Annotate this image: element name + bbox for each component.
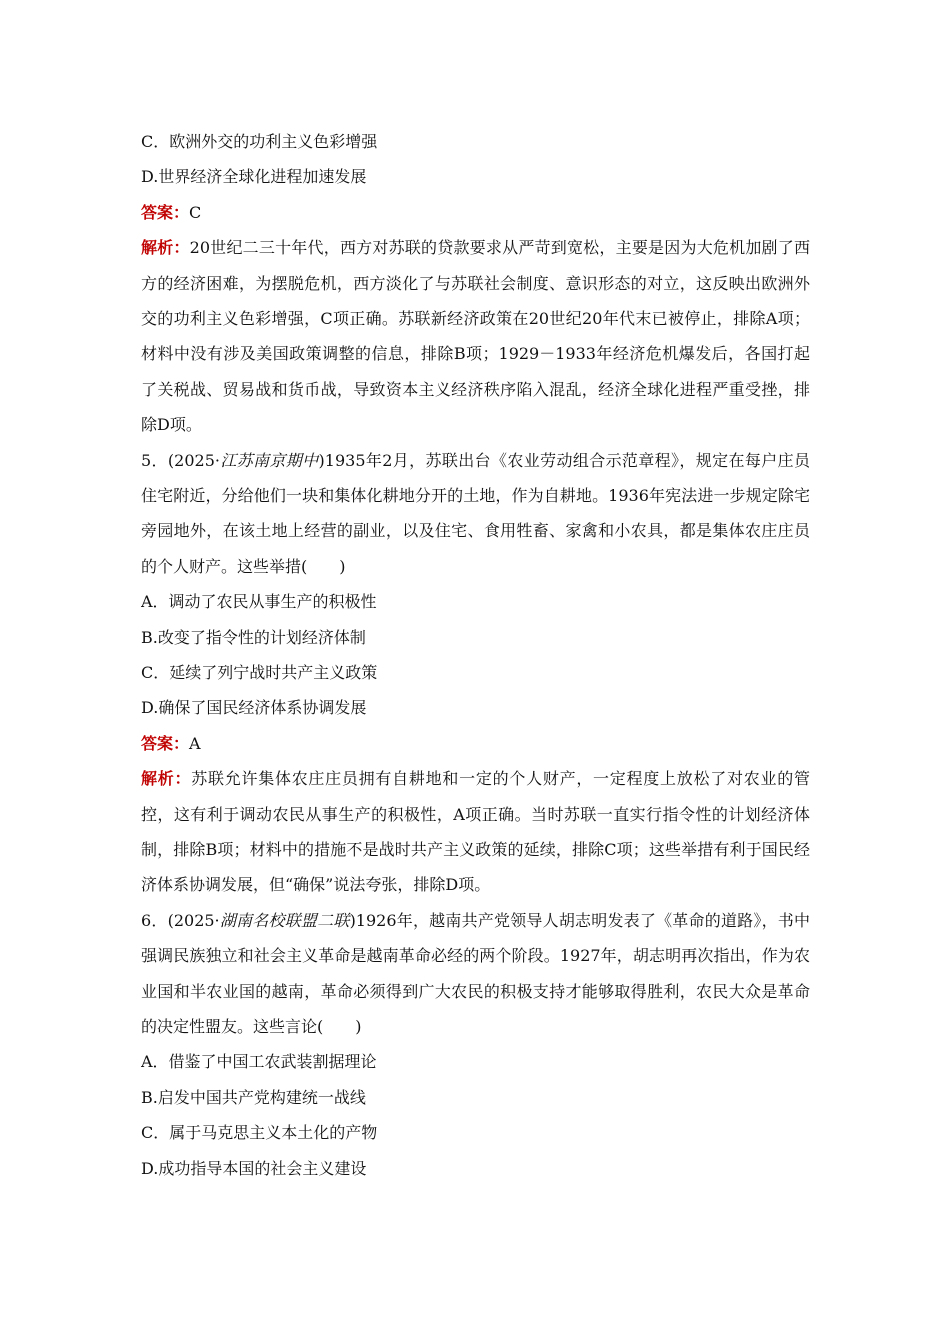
q6-source: 湖南名校联盟二联 [219,910,350,930]
q6-stem-text: )1926年，越南共产党领导人胡志明发表了《革命的道路》，书中强调民族独立和社会主义革命是越南革命必经的两个阶段。1927年，胡志明再次指出，作为农业国和半农业国的越南，革命必须得到广大农民的积极支持才能够取得胜利，农民大众是革命的决定性盟友。这些言论( ) [141,910,810,1037]
q4-answer-label: 答案： [141,202,190,222]
q6-option-d: D.成功指导本国的社会主义建设 [141,1158,367,1178]
q5-analysis-text: 苏联允许集体农庄庄员拥有自耕地和一定的个人财产，一定程度上放松了对农业的管控，这有利于调动农民从事生产的积极性，A项正确。当时苏联一直实行指令性的计划经济体制，排除B项；材料中的措施不是战时共产主义政策的延续，排除C项；这些举措有利于国民经济体系协调发展，但“确保”说法夸张，排除D项。 [141,769,810,895]
q5-option-d: D.确保了国民经济体系协调发展 [141,698,367,718]
q6-option-a: A．借鉴了中国工农武装割据理论 [141,1052,377,1072]
q5-analysis-label: 解析： [141,769,192,789]
q5-source: 江苏南京期中 [219,450,319,470]
page-content [141,124,810,1186]
q4-answer-value: C [189,202,202,222]
q4-option-c: C．欧洲外交的功利主义色彩增强 [141,132,378,151]
q5-answer-value: A [189,733,201,753]
q5-answer [141,726,810,761]
q6-option-b: B.启发中国共产党构建统一战线 [141,1087,366,1107]
q6-number: 6．(2025· [141,910,220,930]
q5-analysis [141,761,810,903]
q5-number: 5．(2025· [141,450,220,470]
q4-analysis-text: 20世纪二三十年代，西方对苏联的贷款要求从严苛到宽松，主要是因为大危机加剧了西方的经济困难，为摆脱危机，西方淡化了与苏联社会制度、意识形态的对立，这反映出欧洲外交的功利主义色彩增强，C项正确。苏联新经济政策在20世纪20年代末已被停止，排除A项；材料中没有涉及美国政策调整的信息，排除B项；1929－1933年经济危机爆发后，各国打起了关税战、贸易战和货币战，导致资本主义经济秩序陷入混乱，经济全球化进程严重受挫，排除D项。 [141,238,810,435]
q4-option-d: D.世界经济全球化进程加速发展 [141,167,367,187]
q5-option-a: A．调动了农民从事生产的积极性 [141,592,377,612]
q5-answer-label: 答案： [141,733,190,753]
q5-option-b: B.改变了指令性的计划经济体制 [141,627,366,647]
q6-stem [141,903,810,1045]
q4-analysis [141,230,810,442]
q5-option-c: C．延续了列宁战时共产主义政策 [141,663,378,683]
q4-answer [141,195,810,230]
q5-stem [141,443,810,585]
q6-option-c: C．属于马克思主义本土化的产物 [141,1123,378,1143]
q5-stem-text: )1935年2月，苏联出台《农业劳动组合示范章程》，规定在每户庄员住宅附近，分给他们一块和集体化耕地分开的土地，作为自耕地。1936年宪法进一步规定除宅旁园地外，在该土地上经营的副业，以及住宅、食用牲畜、家禽和小农具，都是集体农庄庄员的个人财产。这些举措( ) [141,450,810,576]
q4-analysis-label: 解析： [141,238,190,258]
